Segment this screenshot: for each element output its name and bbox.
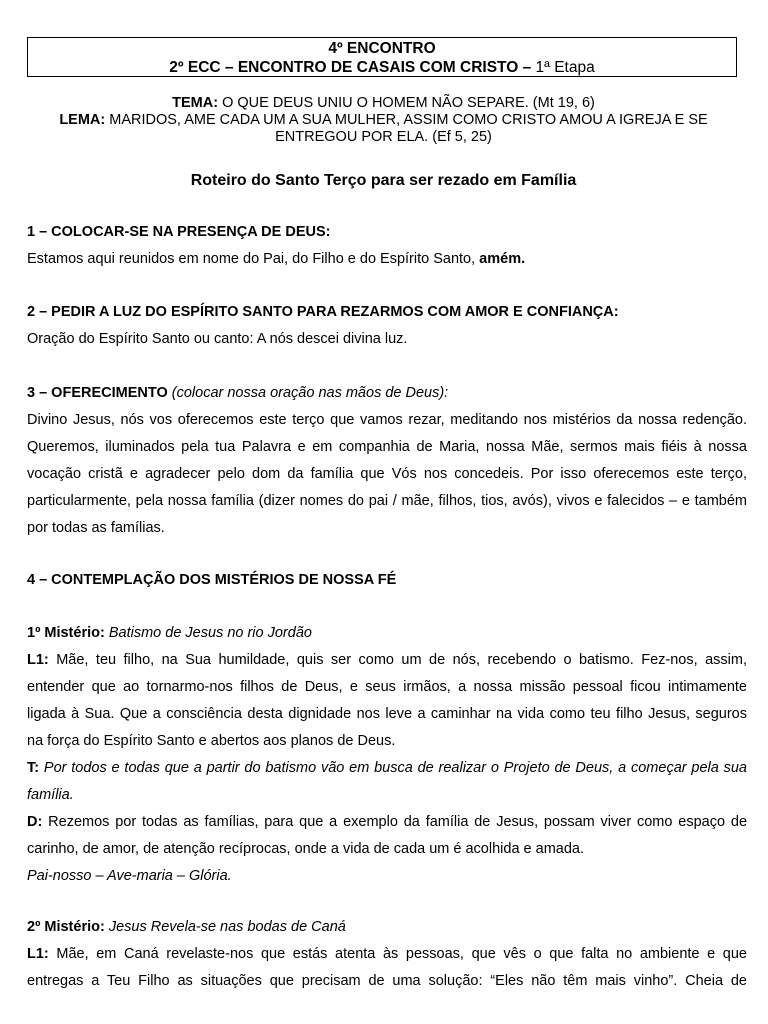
lema-line-2: ENTREGOU POR ELA. (Ef 5, 25) [275, 129, 492, 145]
paragraph-line: vocação cristã e agradecer pelo dom da família que Vós nos concedeis. Por isso oferecemos este terço, [27, 466, 747, 482]
meeting-stage: 1ª Etapa [535, 59, 595, 76]
prayer-line: Pai-nosso – Ave-maria – Glória. [27, 868, 232, 884]
meeting-number: 4º ENCONTRO [328, 40, 436, 57]
section-heading: 1 – COLOCAR-SE NA PRESENÇA DE DEUS: [27, 224, 331, 240]
paragraph-line: entregas a Teu Filho as situações que precisam de uma solução: “Eles não têm mais vinho”. Cheia de [27, 973, 747, 989]
paragraph-line: família. [27, 787, 74, 803]
paragraph-line: particularmente, pela nossa família (dizer nomes do pai / mãe, filhos, tios, avós), vivos e falecidos – e também [27, 493, 747, 509]
paragraph-line: Queremos, iluminados pela tua Palavra e em companhia de Maria, nossa Mãe, sermos mais fiéis à nossa [27, 439, 747, 455]
paragraph-line: por todas as famílias. [27, 520, 165, 536]
paragraph-line: na força do Espírito Santo e abertos aos planos de Deus. [27, 733, 396, 749]
title-box [27, 37, 737, 77]
director-line: D: Rezemos por todas as famílias, para que a exemplo da família de Jesus, possam viver como espaço de [27, 814, 748, 830]
paragraph-line: entender que ao tornarmo-nos filhos de Deus, e seus irmãos, a nossa missão pessoal ficou intimamente [27, 679, 747, 695]
paragraph-line: ligada à Sua. Que a consciência desta dignidade nos leve a caminhar na vida como teu filho Jesus, seguros [27, 706, 747, 722]
section-2 [27, 299, 747, 353]
meeting-title: 2º ECC – ENCONTRO DE CASAIS COM CRISTO – 1ª Etapa [169, 59, 595, 76]
document-subtitle: Roteiro do Santo Terço para ser rezado em Família [190, 172, 577, 189]
section-text: Estamos aqui reunidos em nome do Pai, do Filho e do Espírito Santo, amém. [27, 251, 526, 267]
section-heading: 2 – PEDIR A LUZ DO ESPÍRITO SANTO PARA REZARMOS COM AMOR E CONFIANÇA: [27, 304, 619, 320]
reader-1-line: L1: Mãe, em Caná revelaste-nos que estás atenta às pessoas, que vês o que falta no ambiente e que [27, 946, 747, 962]
mystery-title: 1º Mistério: Batismo de Jesus no rio Jordão [27, 625, 312, 641]
section-3 [27, 380, 747, 542]
all-line: T: Por todos e todas que a partir do batismo vão em busca de realizar o Projeto de Deus, a começar pela sua [27, 760, 748, 776]
section-heading: 4 – CONTEMPLAÇÃO DOS MISTÉRIOS DE NOSSA FÉ [27, 572, 397, 588]
tema-line: TEMA: O QUE DEUS UNIU O HOMEM NÃO SEPARE. (Mt 19, 6) [172, 95, 595, 111]
paragraph-line: carinho, de amor, de atenção recíprocas, onde a vida de cada um é acolhida e amada. [27, 841, 584, 857]
section-1 [27, 219, 747, 273]
lema-line: LEMA: MARIDOS, AME CADA UM A SUA MULHER, ASSIM COMO CRISTO AMOU A IGREJA E SE [59, 112, 708, 128]
theme-block [27, 95, 740, 146]
section-text: Oração do Espírito Santo ou canto: A nós descei divina luz. [27, 331, 408, 347]
reader-1-line: L1: Mãe, teu filho, na Sua humildade, quis ser como um de nós, recebendo o batismo. Fez-nos, assim, [27, 652, 747, 668]
paragraph-line: Divino Jesus, nós vos oferecemos este terço que vamos rezar, meditando nos mistérios da nossa redenção. [27, 412, 747, 428]
mystery-title: 2º Mistério: Jesus Revela-se nas bodas de Caná [27, 919, 346, 935]
mystery-1 [27, 620, 747, 890]
mystery-2 [27, 914, 747, 995]
section-heading: 3 – OFERECIMENTO (colocar nossa oração nas mãos de Deus): [27, 385, 449, 401]
section-4 [27, 567, 747, 594]
